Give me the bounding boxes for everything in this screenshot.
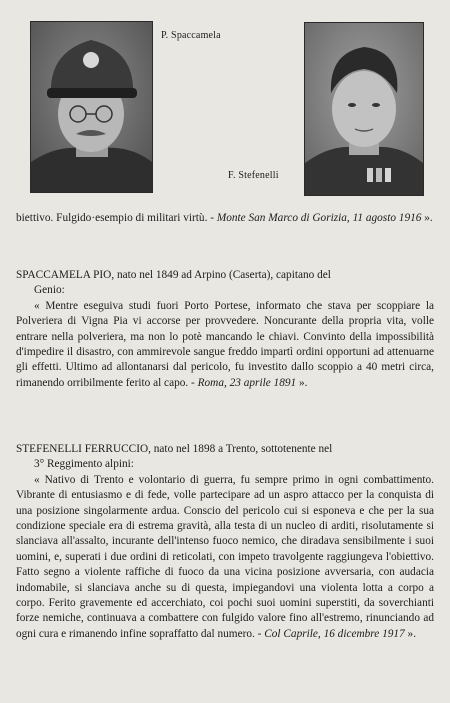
entry-heading-line: STEFENELLI FERRUCCIO, nato nel 1898 a Trento, sottotenente nel — [16, 443, 333, 455]
citation-text: « Nativo di Trento e volontario di guerra, fu sempre primo in ogni combattimento. Vibrante di entusiasmo e di fede, volle partecipare ad un aspro attacco per la conquista di una posizione singolarmente ardua. Conscio del pericolo cui si esponeva e che per la sua condizione speciale era di estrema gravità, alla testa di un nucleo di arditi, risolutamente si slanciava all'assalto, incurante dell'intenso fuoco nemico, che diradava sensibilmente i suoi uomini, e, superati i due ordini di reticolati, con impeto travolgente raggiungeva l'obiettivo. Fatto segno a violente raffiche di fuoco da una vicina posizione avversaria, con audacia indomabile, si slanciava anche su di questa, impiegandovi una violenta lotta a corpo a corpo. Ferito gravemente ed accerchiato, coi pochi suoi uomini superstiti, da soverchianti forze nemiche, continuava a combattere con fulgido valore fino all'estremo, rinunciando ad ogni cura e rimanendo infine sopraffatto dal numero. - — [16, 473, 434, 640]
continued-end: ». — [421, 212, 433, 224]
caption-spaccamela: P. Spaccamela — [161, 30, 221, 41]
entry-heading-continued: 3° Reggimento alpini: — [34, 458, 134, 471]
entry-heading — [16, 268, 434, 283]
citation-end: ». — [296, 376, 308, 389]
caption-stefenelli: F. Stefenelli — [228, 170, 279, 181]
entry-stefenelli — [16, 442, 434, 642]
portrait-stefenelli — [304, 22, 424, 196]
citation-end: ». — [404, 627, 417, 640]
citation-text: « Mentre eseguiva studi fuori Porto Portese, informato che stava per scoppiare la Polveriera di Vigna Pia vi accorse per provvedere. Noncurante della propria vita, volle entrare nella polveriera, ma non lo potè mancando le chiavi. Convinto della impossibilità d'impedire il disastro, con ammirevole sangue freddo impartì ordini opportuni ad attenuarne gli effetti. Ultimo ad allontanarsi dal pericolo, fu investito dallo scoppio a 40 metri circa, rimanendo orribilmente ferito al capo. - — [16, 299, 434, 389]
entry-citation — [16, 299, 434, 391]
entry-heading — [16, 442, 434, 457]
continued-paragraph — [16, 211, 434, 226]
entry-citation — [16, 473, 434, 642]
citation-place-date: Roma, 23 aprile 1891 — [197, 376, 297, 389]
entry-spaccamela — [16, 268, 434, 391]
entry-heading-line: SPACCAMELA PIO, nato nel 1849 ad Arpino (Caserta), capitano del — [16, 269, 331, 281]
portrait-spaccamela — [30, 21, 153, 193]
entry-heading-continued: Genio: — [34, 284, 65, 297]
continued-place-date: Monte San Marco di Gorizia, 11 agosto 1916 — [216, 212, 422, 224]
continued-text: biettivo. Fulgido·esempio di militari virtù. - — [16, 212, 217, 224]
citation-place-date: Col Caprile, 16 dicembre 1917 — [264, 627, 405, 640]
